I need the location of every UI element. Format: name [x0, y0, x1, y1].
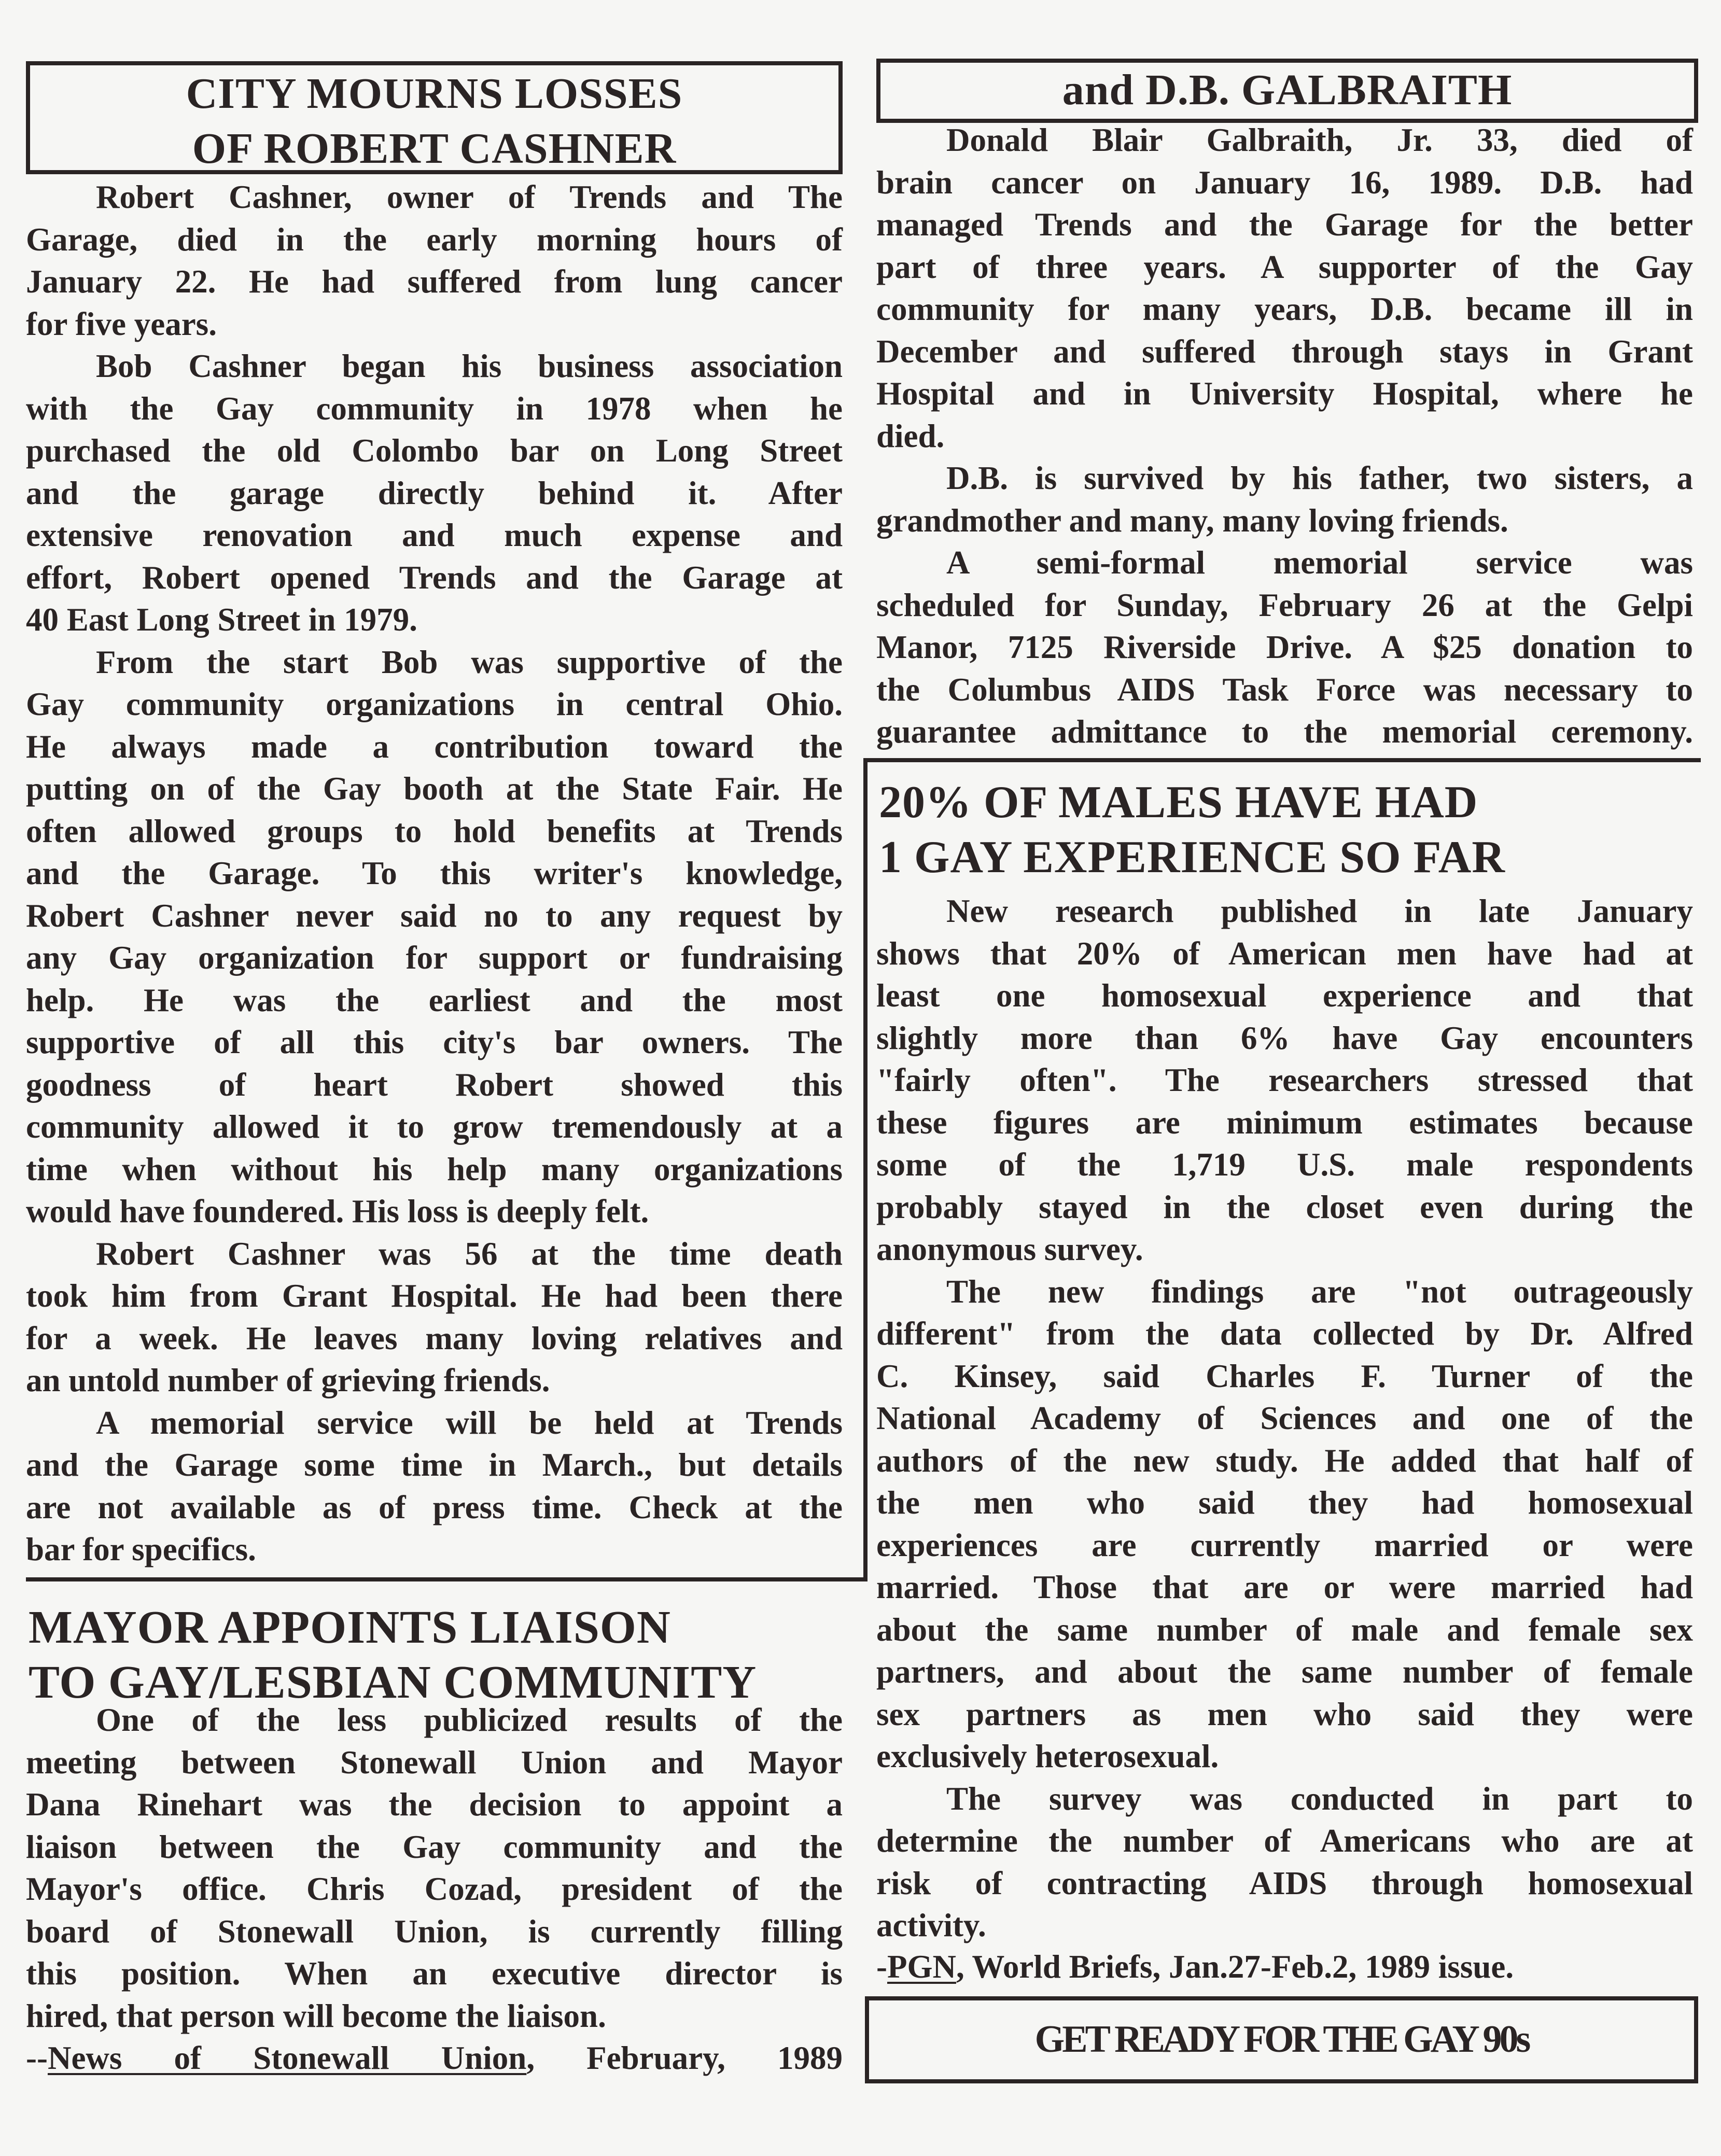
source-credit: [26, 2037, 843, 2080]
text-line: help. He was the earliest and the most: [26, 982, 843, 1018]
text-line: and the garage directly behind it. After: [26, 474, 843, 511]
text-line: for five years.: [26, 305, 217, 342]
text-line: would have foundered. His loss is deeply felt.: [26, 1193, 649, 1229]
text-line: extensive renovation and much expense and: [26, 517, 843, 553]
headline-line: MAYOR APPOINTS LIAISON: [29, 1602, 671, 1653]
credit-prefix: --: [26, 2040, 48, 2076]
text-line: anonymous survey.: [876, 1231, 1143, 1267]
text-line: Robert Cashner, owner of Trends and The: [96, 179, 843, 215]
text-line: with the Gay community in 1978 when he: [26, 390, 843, 427]
text-line: effort, Robert opened Trends and the Garage at: [26, 559, 843, 596]
headline-survey: [879, 775, 1698, 885]
text-line: exclusively heterosexual.: [876, 1738, 1219, 1774]
text-line: often allowed groups to hold benefits at Trends: [26, 813, 843, 849]
paragraph: [876, 119, 1693, 457]
text-line: probably stayed in the closet even during the: [876, 1188, 1693, 1225]
text-line: A memorial service will be held at Trends: [96, 1404, 843, 1441]
text-line: determine the number of Americans who are at: [876, 1823, 1693, 1859]
text-line: some of the 1,719 U.S. male respondents: [876, 1146, 1693, 1183]
credit-prefix: -: [876, 1949, 887, 1985]
text-line: Garage, died in the early morning hours of: [26, 221, 843, 258]
headline-box-cashner: [26, 61, 843, 174]
text-line: Mayor's office. Chris Cozad, president of the: [26, 1871, 843, 1907]
text-line: December and suffered through stays in Grant: [876, 333, 1693, 370]
text-line: partners, and about the same number of female: [876, 1654, 1693, 1690]
credit-publication: PGN: [887, 1949, 956, 1985]
text-line: took him from Grant Hospital. He had been there: [26, 1278, 843, 1314]
text-line: Bob Cashner began his business association: [96, 348, 843, 384]
headline-line: 1 GAY EXPERIENCE SO FAR: [879, 832, 1505, 883]
text-line: scheduled for Sunday, February 26 at the Gelpi: [876, 586, 1693, 623]
text-line: the men who said they had homosexual: [876, 1485, 1693, 1521]
text-line: activity.: [876, 1907, 986, 1943]
text-line: this position. When an executive director is: [26, 1955, 843, 1992]
text-line: From the start Bob was supportive of the: [96, 643, 843, 680]
text-line: supportive of all this city's bar owners. The: [26, 1024, 843, 1060]
text-line: about the same number of male and female sex: [876, 1611, 1693, 1648]
paragraph: [876, 457, 1693, 542]
text-line: Hospital and in University Hospital, where he: [876, 375, 1693, 412]
text-line: sex partners as men who said they were: [876, 1696, 1693, 1732]
text-line: an untold number of grieving friends.: [26, 1362, 550, 1398]
text-line: goodness of heart Robert showed this: [26, 1066, 843, 1103]
text-line: are not available as of press time. Check at the: [26, 1489, 843, 1525]
text-line: brain cancer on January 16, 1989. D.B. had: [876, 164, 1693, 201]
paragraph: [26, 1233, 843, 1402]
text-line: Dana Rinehart was the decision to appoint a: [26, 1786, 843, 1823]
text-line: One of the less publicized results of the: [96, 1702, 843, 1738]
text-line: part of three years. A supporter of the Gay: [876, 248, 1693, 285]
text-line: and the Garage some time in March., but details: [26, 1447, 843, 1483]
paragraph: [876, 542, 1693, 753]
text-line: D.B. is survived by his father, two sisters, a: [946, 460, 1693, 496]
paragraph: [26, 641, 843, 1233]
text-line: for a week. He leaves many loving relatives and: [26, 1320, 843, 1356]
banner-text: GET READY FOR THE GAY 90s: [1034, 2018, 1529, 2061]
text-line: board of Stonewall Union, is currently filling: [26, 1913, 843, 1950]
text-line: time when without his help many organizations: [26, 1151, 843, 1187]
article-mayor-body: [26, 1699, 843, 2037]
text-line: January 22. He had suffered from lung cancer: [26, 263, 843, 300]
text-line: Manor, 7125 Riverside Drive. A $25 donation to: [876, 629, 1693, 665]
text-line: risk of contracting AIDS through homosexual: [876, 1865, 1693, 1901]
text-line: hired, that person will become the liaison.: [26, 1997, 606, 2034]
text-line: bar for specifics.: [26, 1531, 256, 1567]
banner-box: [865, 1996, 1698, 2083]
text-line: meeting between Stonewall Union and Mayor: [26, 1744, 843, 1781]
source-credit: [876, 1946, 1693, 1989]
text-line: and the Garage. To this writer's knowledge,: [26, 855, 843, 891]
divider-horizontal-right: [863, 758, 1701, 762]
text-line: putting on of the Gay booth at the State Fair. He: [26, 771, 843, 807]
headline-line: OF ROBERT CASHNER: [192, 124, 677, 173]
divider-horizontal-left: [26, 1577, 868, 1581]
paragraph: [876, 1778, 1693, 1947]
text-line: C. Kinsey, said Charles F. Turner of the: [876, 1357, 1693, 1394]
text-line: Robert Cashner never said no to any request by: [26, 897, 843, 934]
text-line: grandmother and many, many loving friends.: [876, 502, 1508, 539]
paragraph: [876, 890, 1693, 1271]
text-line: died.: [876, 417, 945, 454]
credit-suffix: , February, 1989: [526, 2040, 843, 2076]
credit-suffix: , World Briefs, Jan.27-Feb.2, 1989 issue.: [956, 1949, 1514, 1985]
paragraph: [26, 176, 843, 345]
text-line: community for many years, D.B. became ill in: [876, 291, 1693, 327]
paragraph: [26, 1699, 843, 2037]
text-line: managed Trends and the Garage for the better: [876, 206, 1693, 243]
paragraph: [26, 1402, 843, 1571]
headline-line: and D.B. GALBRAITH: [1062, 66, 1513, 114]
text-line: Donald Blair Galbraith, Jr. 33, died of: [946, 122, 1693, 158]
text-line: A semi-formal memorial service was: [946, 544, 1693, 581]
article-cashner-body: [26, 176, 843, 1571]
text-line: slightly more than 6% have Gay encounters: [876, 1019, 1693, 1056]
text-line: Robert Cashner was 56 at the time death: [96, 1235, 843, 1272]
text-line: purchased the old Colombo bar on Long Street: [26, 432, 843, 469]
text-line: these figures are minimum estimates because: [876, 1104, 1693, 1141]
headline-line: 20% OF MALES HAVE HAD: [879, 777, 1478, 828]
text-line: the Columbus AIDS Task Force was necessary to: [876, 671, 1693, 708]
text-line: 40 East Long Street in 1979.: [26, 601, 417, 638]
headline-mayor: [29, 1600, 858, 1710]
text-line: shows that 20% of American men have had at: [876, 935, 1693, 972]
article-galbraith-body: [876, 119, 1693, 753]
text-line: Gay community organizations in central Ohio.: [26, 686, 843, 722]
headline-line: TO GAY/LESBIAN COMMUNITY: [29, 1657, 757, 1708]
text-line: He always made a contribution toward the: [26, 728, 843, 765]
credit-publication: News of Stonewall Union: [47, 2040, 527, 2076]
divider-vertical: [863, 758, 868, 1581]
text-line: married. Those that are or were married had: [876, 1569, 1693, 1605]
paragraph: [876, 1271, 1693, 1778]
headline-line: CITY MOURNS LOSSES: [186, 69, 683, 118]
headline-box-galbraith: [876, 59, 1698, 123]
text-line: authors of the new study. He added that half of: [876, 1442, 1693, 1479]
text-line: National Academy of Sciences and one of the: [876, 1400, 1693, 1436]
article-survey-body: [876, 890, 1693, 1947]
text-line: "fairly often". The researchers stressed that: [876, 1062, 1693, 1098]
text-line: The survey was conducted in part to: [946, 1780, 1693, 1817]
text-line: experiences are currently married or were: [876, 1527, 1693, 1563]
text-line: The new findings are "not outrageously: [946, 1273, 1693, 1310]
text-line: any Gay organization for support or fundraising: [26, 940, 843, 976]
text-line: different" from the data collected by Dr. Alfred: [876, 1315, 1693, 1352]
text-line: community allowed it to grow tremendously at a: [26, 1109, 843, 1145]
text-line: guarantee admittance to the memorial ceremony.: [876, 713, 1693, 750]
paragraph: [26, 345, 843, 641]
text-line: liaison between the Gay community and the: [26, 1828, 843, 1865]
text-line: New research published in late January: [946, 893, 1693, 929]
text-line: least one homosexual experience and that: [876, 977, 1693, 1014]
